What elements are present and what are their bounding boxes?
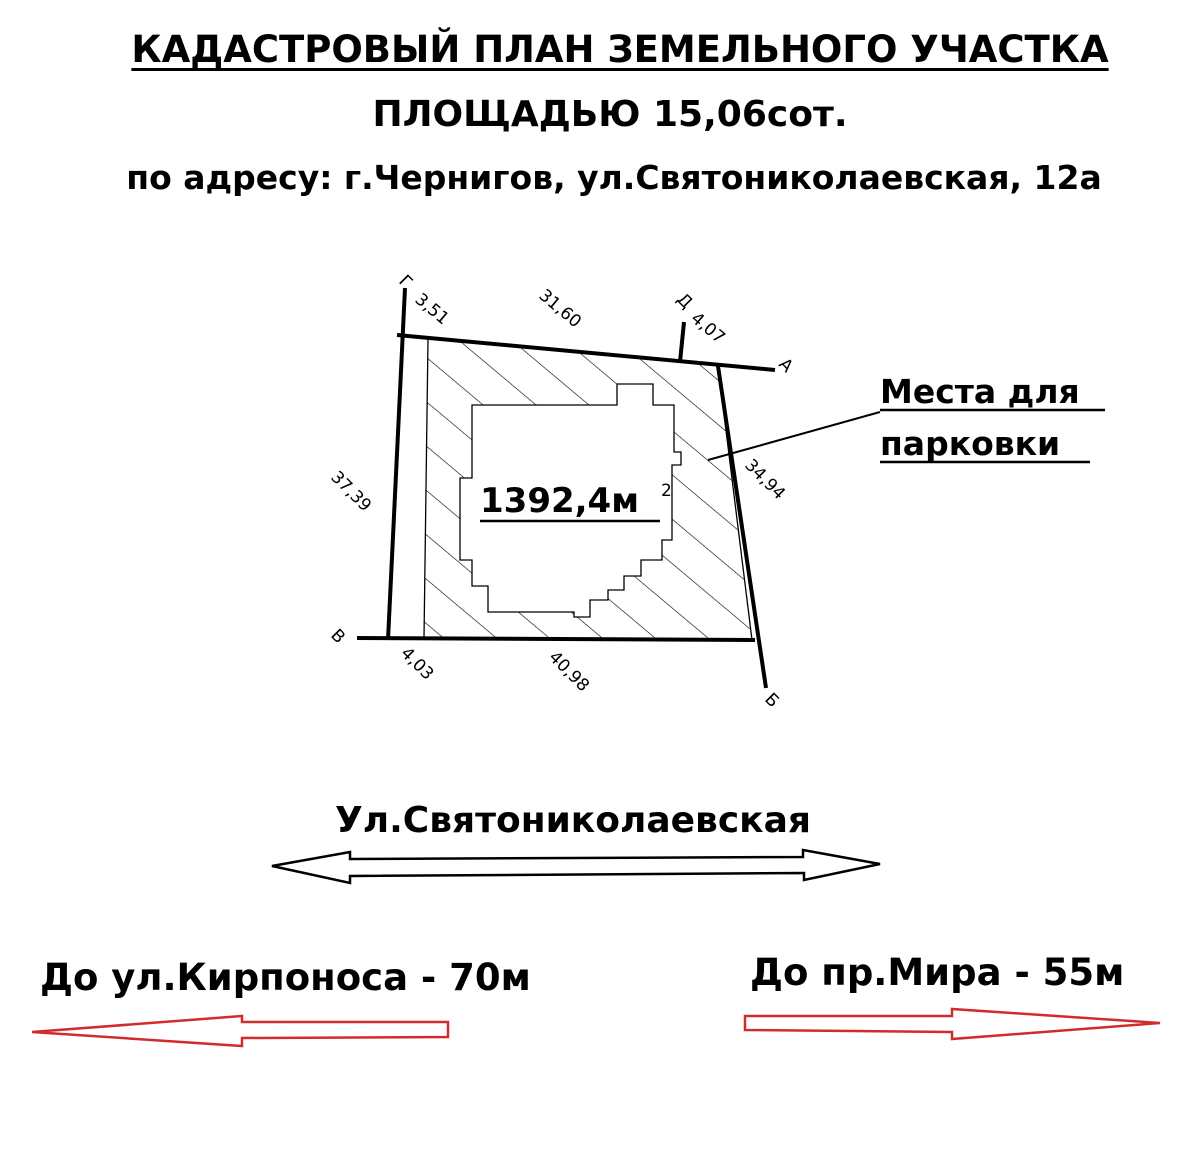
boundary-left xyxy=(388,288,405,640)
point-d-tick xyxy=(680,322,684,362)
point-label-d: Д xyxy=(672,289,696,313)
plot-area-unit-sup: 2 xyxy=(661,481,672,501)
dim-left: 37,39 xyxy=(326,467,376,516)
street-double-arrow xyxy=(272,850,880,883)
boundary-bottom xyxy=(357,638,755,640)
parking-label-line2: парковки xyxy=(880,424,1061,463)
plan-address: по адресу: г.Чернигов, ул.Святониколаевская, 12а xyxy=(126,158,1102,197)
direction-left-label: До ул.Кирпоноса - 70м xyxy=(40,956,531,999)
dim-d-top: 4,07 xyxy=(686,308,729,349)
plot-area-label: 1392,4м xyxy=(480,481,639,521)
point-label-g: Г xyxy=(394,271,416,293)
direction-left-arrow xyxy=(32,1016,448,1046)
dim-bottom: 40,98 xyxy=(544,647,594,696)
point-label-v: В xyxy=(326,625,349,648)
direction-right-arrow xyxy=(745,1009,1160,1039)
dim-v-bottom: 4,03 xyxy=(396,643,438,685)
point-label-b: Б xyxy=(760,689,783,712)
dim-right: 34,94 xyxy=(740,455,790,504)
plan-title: КАДАСТРОВЫЙ ПЛАН ЗЕМЕЛЬНОГО УЧАСТКА xyxy=(131,28,1109,71)
dim-top: 31,60 xyxy=(534,285,585,333)
plan-area-subtitle: ПЛОЩАДЬЮ 15,06сот. xyxy=(372,94,848,135)
point-label-a: А xyxy=(774,354,797,377)
dim-g-top: 3,51 xyxy=(410,289,453,330)
parking-leader-line xyxy=(708,412,880,460)
street-name-label: Ул.Святониколаевская xyxy=(334,800,812,841)
parking-label-line1: Места для xyxy=(880,372,1080,411)
direction-right-label: До пр.Мира - 55м xyxy=(750,951,1125,994)
